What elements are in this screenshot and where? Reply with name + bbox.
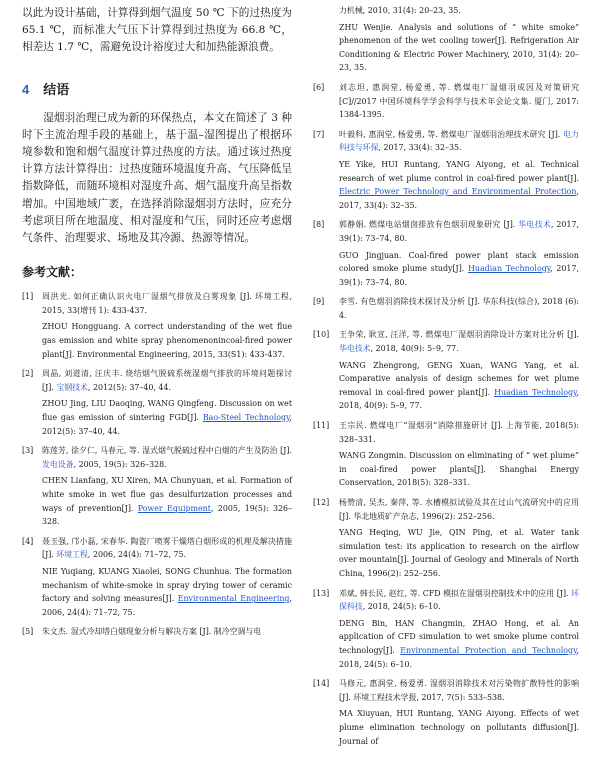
ref-cn: 杨赞清, 吴杰, 秦萍, 等. 水槽模拟试验及其在过山气流研究中的应用 [J]. 华北地质矿产杂志, 1996(2): 252–256. <box>339 498 579 521</box>
reference-2 <box>22 367 292 438</box>
ref-cn: 聂玉强, 邝小磊, 宋春华. 陶瓷厂喷雾干燥塔白烟形成的机理及解决措施 [J]. 环境工程, 2006, 24(4): 71–72, 75. <box>42 536 292 560</box>
ref-en: YANG Heqing, WU Jie, QIN Ping, et al. Water tank simulation test: its application to research on the airflow over mountain[J]. Journal of Geology and Minerals of North China, 1996(2): 252–256. <box>339 528 579 578</box>
ref-number: [10] <box>313 330 330 340</box>
ref-en: NIE Yuqiang, KUANG Xiaolei, SONG Chunhua. The formation mechanism of white-smoke in spray drying tower of ceramic factory and solving measures[J]. Environmental Engineering, 2006, 24(4): 71–72, 75. <box>42 566 293 617</box>
journal-link[interactable]: Environmental Protection and Technology <box>400 645 577 655</box>
ref-number: [12] <box>313 498 330 507</box>
ref-cn: 陈莲芳, 徐夕仁, 马春元, 等. 湿式烟气脱硫过程中白烟的产生及防治 [J]. 发电设备, 2005, 19(5): 326–328. <box>42 446 292 469</box>
reference-1 <box>22 290 292 361</box>
reference-10 <box>313 328 579 413</box>
ref-number: [14] <box>313 679 330 689</box>
ref-cn: 李雪. 有色烟羽消除技术探讨及分析 [J]. 华东科技(综合), 2018 (6): 4. <box>339 297 579 320</box>
reference-8 <box>313 218 579 289</box>
journal-link[interactable]: 发电设备 <box>42 459 74 469</box>
reference-12 <box>313 496 579 581</box>
ref-number: [13] <box>313 588 330 598</box>
ref-cn-cont: 力机械, 2010, 31(4): 20–23, 35. <box>339 6 461 15</box>
left-column <box>22 0 292 645</box>
ref-number: [11] <box>313 421 330 431</box>
reference-4 <box>22 535 292 620</box>
ref-cn: 王争荣, 耿宣, 汪洋, 等. 燃煤电厂湿烟羽消除设计方案对比分析 [J]. 华电技术, 2018, 40(9): 5–9, 77. <box>339 330 579 354</box>
reference-13 <box>313 587 579 672</box>
ref-cn: 马修元, 惠润堂, 杨爱勇. 湿烟羽消除技术对污染物扩散特性的影响 [J]. 环境工程技术学报, 2017, 7(5): 533–538. <box>339 679 579 702</box>
ref-number: [6] <box>313 82 325 92</box>
journal-link[interactable]: Electric Power Technology and Environmental Protection <box>339 187 577 197</box>
references-heading: 参考文献： <box>22 265 83 280</box>
ref-en-cont: ZHU Wenjie. Analysis and solutions of “ white smoke” phenomenon of the wet cooling tower[J]. Refrigeration Air Conditioning & Electric Power Machinery, 2010, 31(4): 20–23, 35. <box>339 22 579 73</box>
ref-number: [7] <box>313 129 325 139</box>
ref-en: ZHOU Hongguang. A correct understanding of the wet flue gas emission and white spray phenomenonincoal-fired power plant[J]. Environmental Engineering, 2015, 33(S1): 433-437. <box>42 322 292 359</box>
reference-7 <box>313 128 579 213</box>
ref-number: [5] <box>22 627 34 637</box>
ref-en: CHEN Lianfang, XU Xiren, MA Chunyuan, et al. Formation of white smoke in wet flue gas desulfurization processes and ways of prevention[J]. Power Equipment, 2005, 19(5): 326–328. <box>42 476 292 527</box>
ref-number: [2] <box>22 369 34 379</box>
ref-number: [1] <box>22 292 34 302</box>
ref-cn: 刘志坦, 惠润堂, 杨爱勇, 等. 燃煤电厂湿烟羽成因及对策研究 [C]//2017 中国环境科学学会科学与技术年会论文集. 厦门, 2017: 1384-1395. <box>339 82 579 120</box>
reference-5-continued <box>339 4 579 75</box>
ref-en: WANG Zongmin. Discussion on eliminating of “ wet plume” in coal-fired power plants[J]. Shanghai Energy Conservation, 2018(5): 328–331. <box>339 451 579 488</box>
ref-cn: 邓斌, 韩长民, 赵红, 等. CFD 模拟在湿烟羽控制技术中的应用 [J]. 环保科技, 2018, 24(5): 6–10. <box>339 588 579 612</box>
ref-en: GUO Jingjuan. Coal-fired power plant stack emission colored smoke plume study[J]. Huadian Technology, 2017, 39(1): 73–74, 80. <box>339 250 579 287</box>
journal-link[interactable]: Power Equipment <box>137 503 211 513</box>
section-title: 结语 <box>43 82 70 98</box>
reference-9 <box>313 295 579 322</box>
paragraph-top: 以此为设计基础，计算得到烟气温度 50 ℃ 下的过热度为 65.1 ℃，而标准大气压下计算得到过热度为 66.8 ℃，相差达 1.7 ℃，需避免设计裕度过大和加热能源浪费。 <box>22 7 292 54</box>
journal-link[interactable]: Environmental Engineering <box>177 594 290 604</box>
ref-number: [3] <box>22 446 34 456</box>
journal-link[interactable]: Bao-Steel Technology <box>202 412 290 422</box>
journal-link[interactable]: 华电技术 <box>339 344 371 354</box>
section-number: 4 <box>22 81 30 97</box>
journal-link[interactable]: Huadian Technology <box>468 264 551 274</box>
ref-en: ZHOU Jing, LIU Daoqing, WANG Qingfeng. Discussion on wet flue gas emission of sintering FGD[J]. Bao-Steel Technology, 2012(5): 37–40, 44. <box>42 399 292 436</box>
journal-link[interactable]: 环境工程 <box>56 550 88 560</box>
reference-3 <box>22 444 292 529</box>
reference-6 <box>313 81 579 122</box>
journal-link[interactable]: Huadian Technology <box>494 387 577 397</box>
ref-en: DENG Bin, HAN Changmin, ZHAO Hong, et al. An application of CFD simulation to wet smoke plume control technology[J]. Environmental Protection and Technology, 2018, 24(5): 6–10. <box>339 618 579 669</box>
conclusion-paragraph: 湿烟羽治理已成为新的环保热点，本文在简述了 3 种时下主流治理手段的基础上，基于温–湿图提出了根据环境参数和饱和烟气温度计算过热度的方法。通过该过热度计算方法计算得出：过热度随环境温度升高、气压降低呈指数降低，而随环境相对湿度升高、烟气温度升高呈指数增加。中国地域广袤，在选择消除湿烟羽方法时，应充分考虑项目所在地温度、相对湿度和气压，同时还应考虑烟气条件、治理要求、场地及其冷源、热源等情况。 <box>22 111 292 245</box>
ref-cn: 叶毅科, 惠润堂, 杨爱勇, 等. 燃煤电厂湿烟羽治理技术研究 [J]. 电力科技与环保, 2017, 33(4): 32–35. <box>339 129 579 153</box>
ref-cn: 郭静娟. 燃煤电站烟囱排放有色烟羽现象研究 [J]. 华电技术, 2017, 39(1): 73–74, 80. <box>339 220 579 243</box>
ref-en: MA Xiuyuan, HUI Runtang, YANG Aiyong. Effects of wet plume elimination technology on pollutants diffusion[J]. Journal of <box>339 709 579 746</box>
reference-14 <box>313 677 579 748</box>
journal-link[interactable]: 环保科技 <box>339 588 579 612</box>
ref-number: [4] <box>22 536 34 546</box>
ref-en: YE Yike, HUI Runtang, YANG Aiyong, et al. Technical research of wet plume control in coal-fired power plant[J]. Electric Power Technology and Environmental Protection, 2017, 33(4): 32–35. <box>339 159 579 210</box>
section-heading <box>22 79 292 98</box>
ref-en: WANG Zhengrong, GENG Xuan, WANG Yang, et al. Comparative analysis of design schemes for wet plume removal in coal-fired power plant[J]. Huadian Technology, 2018, 40(9): 5–9, 77. <box>339 360 579 411</box>
reference-11 <box>313 419 579 490</box>
right-column <box>313 0 579 754</box>
ref-cn: 朱文杰. 湿式冷却塔白烟现象分析与解决方案 [J]. 制冷空调与电 <box>42 627 262 637</box>
ref-cn: 周晶, 刘道清, 汪庆丰. 烧结烟气脱硫系统湿烟气排放的环境问题探讨 [J]. 宝钢技术, 2012(5): 37–40, 44. <box>42 369 292 392</box>
ref-cn: 王宗民. 燃煤电厂“湿烟羽”消除措施研讨 [J]. 上海节能, 2018(5): 328–331. <box>339 421 579 444</box>
journal-link[interactable]: 电力科技与环保 <box>339 129 579 153</box>
ref-cn: 周洪光. 如何正确认识火电厂湿烟气排放及白雾现象 [J]. 环境工程, 2015, 33(增刊 1): 433-437. <box>42 292 292 315</box>
ref-number: [8] <box>313 220 325 230</box>
ref-number: [9] <box>313 297 325 307</box>
journal-link[interactable]: 宝钢技术 <box>56 382 88 392</box>
reference-5 <box>22 625 292 639</box>
journal-link[interactable]: 华电技术 <box>518 220 552 230</box>
